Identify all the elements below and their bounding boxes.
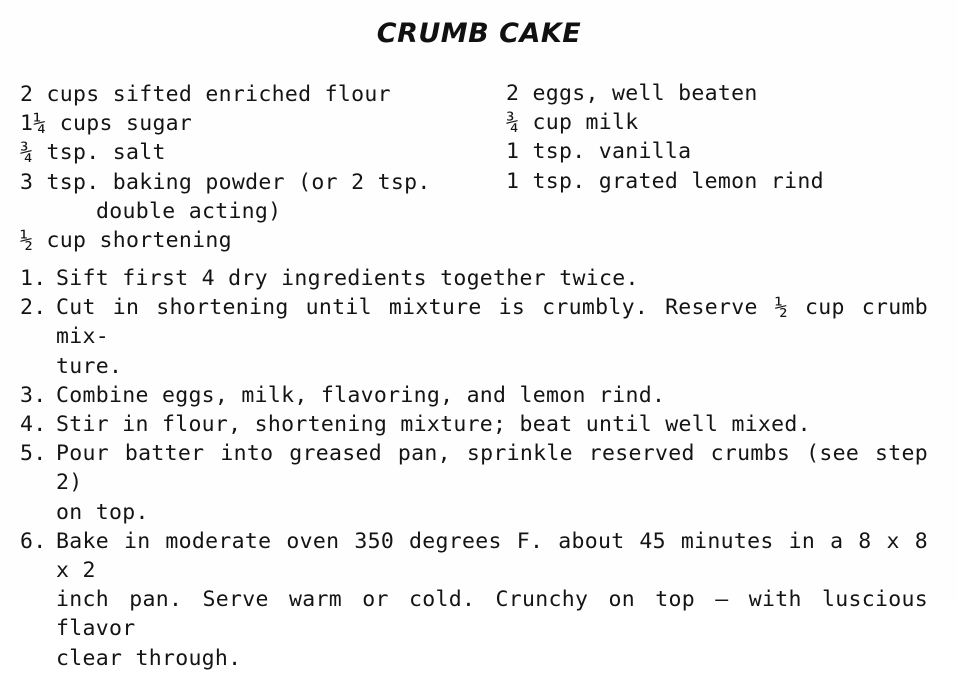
recipe-title: CRUMB CAKE [376, 18, 582, 49]
ingredient-continuation: double acting) [96, 198, 282, 224]
ingredients-left-column [20, 80, 490, 255]
step-text [56, 264, 928, 293]
ingredient-item: ½ cup shortening [20, 228, 232, 254]
instruction-step [20, 439, 928, 527]
step-line: Sift first 4 dry ingredients together twice. [56, 266, 639, 291]
step-number: 4. [20, 412, 47, 438]
step-text [56, 410, 928, 439]
ingredient-item: ¾ cup milk [506, 110, 639, 136]
instruction-step [20, 264, 928, 293]
step-text [56, 381, 928, 410]
ingredient-item: 2 cups sifted enriched flour [20, 82, 391, 107]
step-text [56, 293, 928, 381]
ingredient-item: 2 eggs, well beaten [506, 81, 758, 106]
ingredient-item: 1 tsp. vanilla [506, 139, 692, 165]
step-text [56, 439, 928, 527]
step-line: Bake in moderate oven 350 degrees F. about 45 minutes in a 8 x 8 x 2 [56, 528, 928, 584]
instruction-step [20, 410, 928, 439]
step-line: Stir in flour, shortening mixture; beat until well mixed. [56, 412, 811, 438]
step-line: Combine eggs, milk, flavoring, and lemon rind. [56, 382, 666, 408]
ingredient-item [20, 168, 490, 226]
ingredient-text: 3 tsp. baking powder (or 2 tsp. [20, 169, 431, 195]
step-line: ture. [56, 353, 123, 379]
step-line: on top. [56, 499, 149, 525]
instructions-list [20, 264, 928, 673]
step-number: 2. [20, 295, 47, 321]
step-line: Pour batter into greased pan, sprinkle reserved crumbs (see step 2) [56, 441, 928, 496]
instruction-step [20, 381, 928, 410]
ingredient-item: 1 tsp. grated lemon rind [506, 168, 824, 194]
ingredient-item: ¾ tsp. salt [20, 140, 166, 166]
ingredients-right-column [506, 79, 946, 196]
step-line: inch pan. Serve warm or cold. Crunchy on top — with luscious flavor [56, 587, 928, 642]
step-number: 3. [20, 382, 47, 408]
instruction-step [20, 293, 928, 381]
step-number: 5. [20, 441, 47, 467]
step-number: 6. [20, 528, 47, 554]
step-line: clear through. [56, 645, 242, 671]
ingredient-item: 1¼ cups sugar [20, 111, 193, 137]
step-number: 1. [20, 266, 47, 291]
step-line: Cut in shortening until mixture is crumbly. Reserve ½ cup crumb mix- [56, 295, 928, 350]
